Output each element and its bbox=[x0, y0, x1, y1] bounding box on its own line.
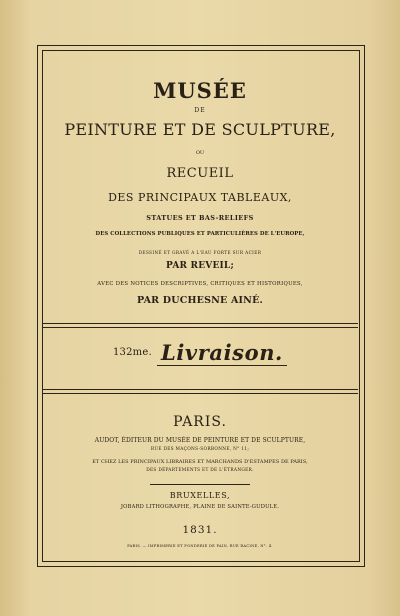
divider-short-rule bbox=[150, 484, 250, 485]
divider-rule bbox=[42, 389, 358, 390]
imprint-year: 1831. bbox=[182, 524, 218, 536]
credit-dessine: DESSINÉ ET GRAVÉ A L'EAU FORTE SUR ACIER bbox=[138, 250, 262, 255]
title-ou: OU bbox=[195, 150, 205, 156]
credit-duchesne: PAR DUCHESNE AINÉ. bbox=[136, 295, 264, 306]
imprint-booksellers: ET CHEZ LES PRINCIPAUX LIBRAIRES ET MARCHANDS D'ESTAMPES DE PARIS, bbox=[92, 459, 308, 465]
divider-rule bbox=[42, 393, 358, 394]
divider-rule bbox=[42, 327, 358, 328]
title-musee: MUSÉE bbox=[153, 78, 247, 103]
title-statues: STATUES ET BAS-RELIEFS bbox=[146, 214, 254, 222]
livraison-label: Livraison. bbox=[157, 340, 287, 366]
imprint-address: RUE DES MAÇONS-SORBONNE, N° 11; bbox=[150, 447, 250, 452]
livraison-line bbox=[42, 340, 358, 372]
title-peinture-sculpture: PEINTURE ET DE SCULPTURE, bbox=[64, 120, 336, 139]
title-de: DE bbox=[194, 107, 206, 114]
title-recueil: RECUEIL bbox=[166, 166, 234, 181]
title-collections: DES COLLECTIONS PUBLIQUES ET PARTICULIÈRES DE L'EUROPE, bbox=[95, 231, 305, 237]
imprint-jobard: JOBARD LITHOGRAPHE, PLAINE DE SAINTE-GUDULE. bbox=[120, 504, 280, 510]
livraison-number: 132me. bbox=[113, 347, 152, 358]
imprint-printer: PARIS. — IMPRIMERIE ET FONDERIE DE FAIN, RUE RACINE, N°. 4. bbox=[127, 544, 273, 548]
imprint-departements: DES DÉPARTEMENTS ET DE L'ÉTRANGER. bbox=[146, 468, 254, 473]
title-principaux-tableaux: DES PRINCIPAUX TABLEAUX, bbox=[108, 191, 292, 204]
credit-reveil: PAR REVEIL; bbox=[166, 261, 234, 271]
imprint-city-bruxelles: BRUXELLES, bbox=[169, 491, 231, 500]
cover-content bbox=[42, 50, 358, 560]
imprint-publisher: AUDOT, ÉDITEUR DU MUSÉE DE PEINTURE ET DE SCULPTURE, bbox=[94, 437, 306, 444]
imprint-city: PARIS. bbox=[173, 414, 227, 430]
divider-rule bbox=[42, 323, 358, 324]
credit-notices: AVEC DES NOTICES DESCRIPTIVES, CRITIQUES ET HISTORIQUES, bbox=[97, 281, 303, 287]
